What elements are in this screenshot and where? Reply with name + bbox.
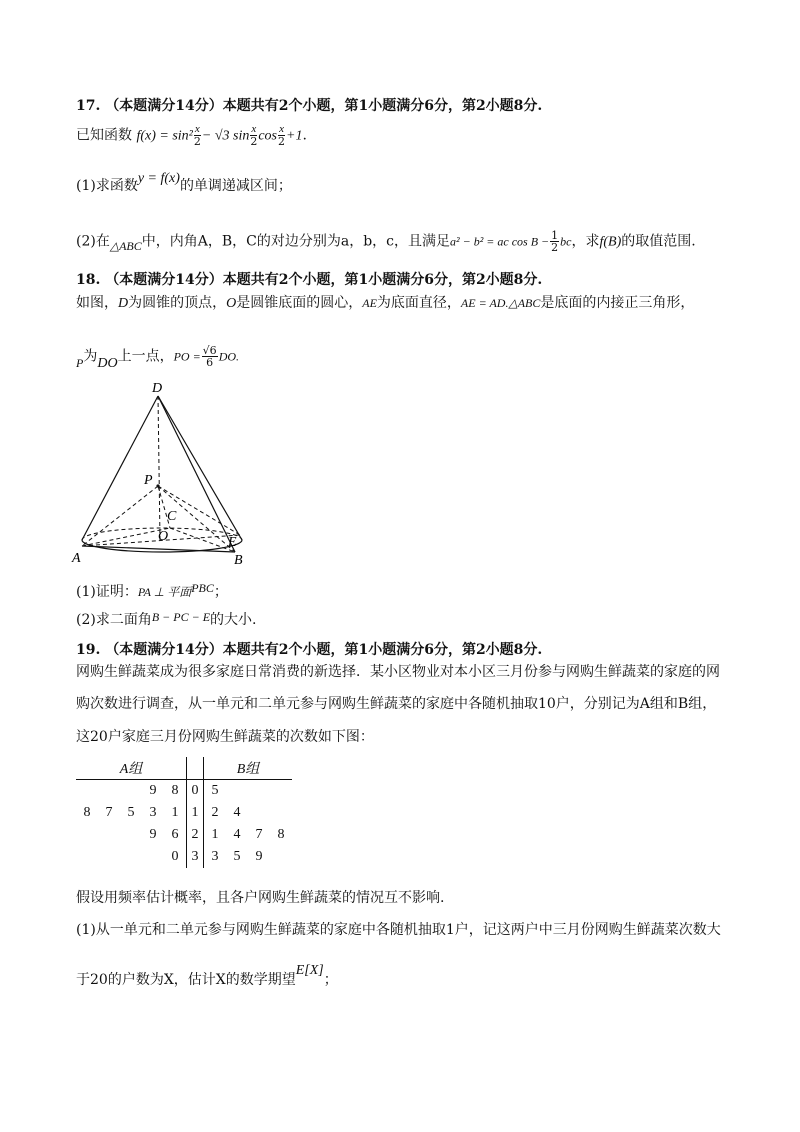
- stem-row: [76, 824, 292, 846]
- q17-header: 17. （本题满分14分）本题共有2个小题，第1小题满分6分，第2小题8分.: [76, 98, 543, 114]
- leaf-a: 8: [83, 805, 91, 820]
- stem-leaf-plot: [76, 757, 316, 868]
- q19-line1: 网购生鲜蔬菜成为很多家庭日常消费的新选择．某小区物业对本小区三月份参与网购生鲜蔬菜的家庭的网: [76, 664, 720, 680]
- label-O: O: [158, 529, 169, 544]
- leaf-a: [120, 780, 142, 803]
- leaf-a: 6: [171, 827, 179, 842]
- q19-part1a: (1)从一单元和二单元参与网购生鲜蔬菜的家庭中各随机抽取1户，记这两户中三月份网购生鲜蔬菜次数大: [76, 922, 721, 938]
- leaf-a: [76, 824, 98, 846]
- q17-part1: (1)求函数y = f(x)的单调递减区间；: [76, 171, 292, 194]
- leaf-b: 7: [255, 827, 263, 842]
- q18-part1: (1)证明：PA ⊥ 平面PBC；: [76, 581, 228, 600]
- q18-part2: (2)求二面角B − PC − E的大小.: [76, 610, 257, 628]
- q18-line2: P为DO上一点，PO = $\frac{√6}{6}$ DO.: [76, 344, 240, 371]
- leaf-b: [270, 846, 292, 868]
- leaf-b: [226, 780, 248, 803]
- leaf-b: 1: [211, 827, 219, 842]
- q19-line3: 这20户家庭三月份网购生鲜蔬菜的次数如下图：: [76, 729, 374, 745]
- leaf-a: 9: [149, 783, 157, 798]
- q17-part2: (2)在△ABC中，内角A，B，C的对边分别为a，b，c，且满足a² − b² = ac cos B − $\frac{1}{2}$ bc，求f(B)的取值范围.: [76, 229, 696, 254]
- leaf-b: 3: [211, 849, 219, 864]
- cone-figure: [70, 380, 270, 570]
- q19-assume: 假设用频率估计概率，且各户网购生鲜蔬菜的情况互不影响.: [76, 890, 445, 906]
- leaf-a: [120, 824, 142, 846]
- label-C: C: [167, 509, 177, 524]
- leaf-a: [98, 824, 120, 846]
- stem-value: 3: [187, 846, 204, 868]
- stem-row: [76, 846, 292, 868]
- label-B: B: [234, 553, 243, 568]
- leaf-a: [98, 846, 120, 868]
- q18-header: 18. （本题满分14分）本题共有2个小题，第1小题满分6分，第2小题8分.: [76, 272, 543, 288]
- leaf-a: [76, 846, 98, 868]
- leaf-a: 5: [127, 805, 135, 820]
- q19-part1b: 于20的户数为X，估计X的数学期望E[X]；: [76, 963, 338, 988]
- leaf-b: 8: [277, 827, 285, 842]
- q19-header: 19. （本题满分14分）本题共有2个小题，第1小题满分6分，第2小题8分.: [76, 642, 543, 658]
- leaf-b: [270, 780, 292, 803]
- leaf-b: [270, 802, 292, 824]
- leaf-a: 3: [149, 805, 157, 820]
- group-a-header: A组: [76, 757, 187, 780]
- stem-value: 1: [187, 802, 204, 824]
- leaf-b: 4: [233, 827, 241, 842]
- leaf-a: 1: [171, 805, 179, 820]
- leaf-a: [98, 780, 120, 803]
- leaf-b: [248, 802, 270, 824]
- leaf-b: [248, 780, 270, 803]
- leaf-a: [142, 846, 164, 868]
- leaf-a: 0: [171, 849, 179, 864]
- group-b-header: B组: [204, 757, 293, 780]
- label-D: D: [152, 381, 163, 396]
- stem-value: 0: [187, 780, 204, 803]
- stem-row: [76, 780, 292, 803]
- leaf-a: [76, 780, 98, 803]
- q19-line2: 购次数进行调查，从一单元和二单元参与网购生鲜蔬菜的家庭中各随机抽取10户，分别记为A组和B组，: [76, 696, 717, 712]
- leaf-a: 7: [105, 805, 113, 820]
- leaf-a: [120, 846, 142, 868]
- q17-given: 已知函数 f(x) = sin² $\frac{x}{2}$ − √3 sin $\frac{x}{2}$ cos $\frac{x}{2}$ +1.: [76, 123, 307, 148]
- label-E: E: [228, 535, 237, 550]
- leaf-b: 5: [233, 849, 241, 864]
- leaf-b: 5: [211, 783, 219, 798]
- q18-line1: 如图，D为圆锥的顶点，O是圆锥底面的圆心，AE为底面直径，AE = AD.△ABC是底面的内接正三角形，: [76, 295, 695, 311]
- leaf-a: 8: [171, 783, 179, 798]
- stem-row: [76, 802, 292, 824]
- leaf-b: 9: [255, 849, 263, 864]
- leaf-a: 9: [149, 827, 157, 842]
- stem-value: 2: [187, 824, 204, 846]
- label-P: P: [144, 473, 153, 488]
- leaf-b: 4: [233, 805, 241, 820]
- leaf-b: 2: [211, 805, 219, 820]
- label-A: A: [72, 551, 81, 566]
